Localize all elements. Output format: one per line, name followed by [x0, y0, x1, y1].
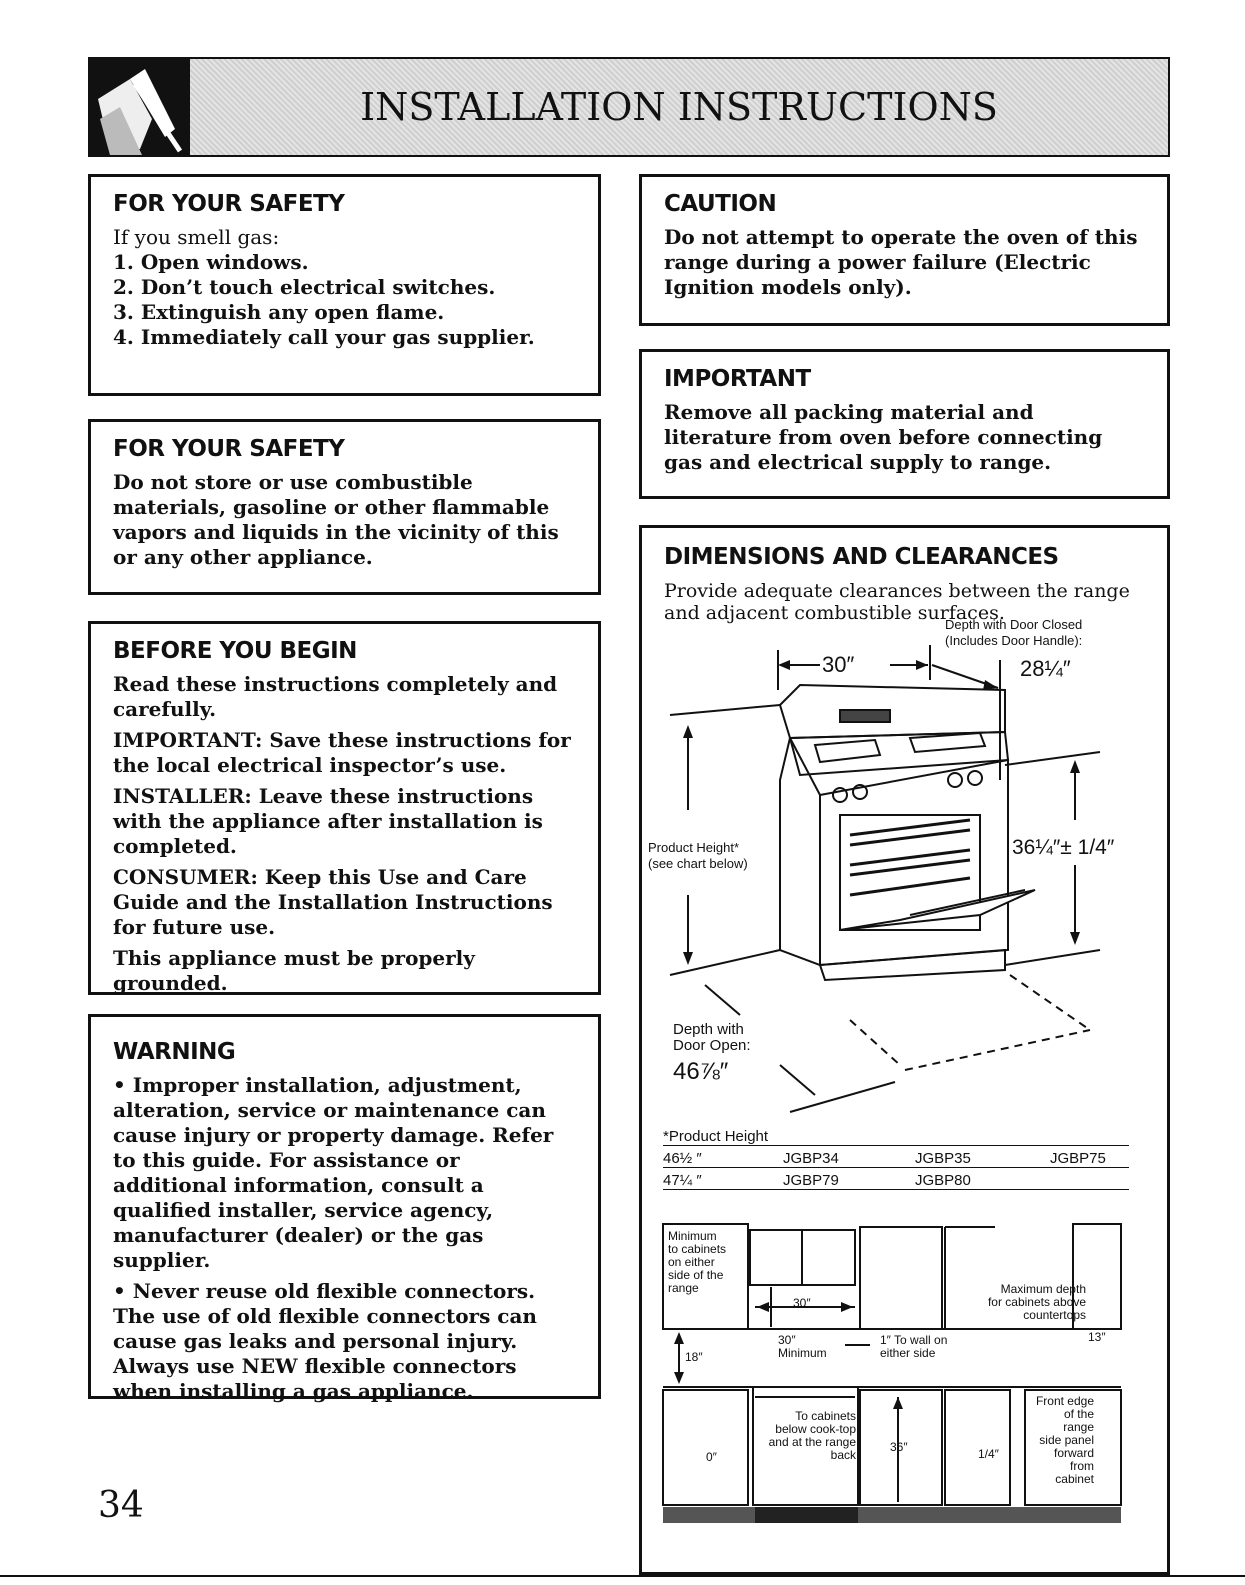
before-text: INSTALLER: Leave these instructions with the appliance after installation is completed. [113, 784, 543, 858]
dim-quarter-label: 1/4″ [978, 1447, 999, 1461]
safety-box-gas [88, 174, 601, 396]
min-30-label: 30″ Minimum [778, 1333, 827, 1360]
product-height-label: Product Height* (see chart below) [648, 840, 748, 871]
safety-step: 4. Immediately call your gas supplier. [113, 325, 535, 349]
depth-closed-label: Depth with Door Closed (Includes Door Handle): [945, 617, 1083, 648]
before-text: CONSUMER: Keep this Use and Care Guide and the Installation Instructions for future use. [113, 865, 553, 939]
important-heading: IMPORTANT [664, 366, 811, 392]
cabinet-clearance-diagram [655, 1222, 1130, 1562]
safety-heading: FOR YOUR SAFETY [113, 436, 345, 462]
safety-step: 1. Open windows. [113, 250, 309, 274]
caution-text: Do not attempt to operate the oven of this range during a power failure (Electric Ignition models only). [664, 225, 1138, 299]
table-row: 47¼ ″ JGBP79 JGBP80 [663, 1168, 1129, 1190]
important-box [639, 349, 1170, 499]
before-you-begin-box [88, 621, 601, 995]
counter-height-value: 36¼″± 1/4″ [1012, 836, 1115, 859]
page-title: INSTALLATION INSTRUCTIONS [360, 85, 998, 129]
page-number: 34 [98, 1485, 144, 1526]
safety-intro: If you smell gas: [113, 225, 280, 249]
table-title: *Product Height [663, 1125, 1129, 1146]
header-banner [88, 57, 1170, 157]
dim-36-label: 36″ [890, 1440, 908, 1454]
caution-box [639, 174, 1170, 326]
safety-text: Do not store or use combustible materials, gasoline or other flammable vapors and liquids in the vicinity of this or any other appliance. [113, 470, 559, 569]
before-text: IMPORTANT: Save these instructions for the local electrical inspector’s use. [113, 728, 571, 777]
min-cabinets-label: Minimum to cabinets on either side of the range [668, 1229, 727, 1295]
depth-open-value: 46⅞″ [673, 1058, 729, 1085]
before-text: This appliance must be properly grounded. [113, 946, 475, 995]
before-text: Read these instructions completely and carefully. [113, 672, 558, 721]
table-row: 46½ ″ JGBP34 JGBP35 JGBP75 [663, 1146, 1129, 1168]
dimensions-heading: DIMENSIONS AND CLEARANCES [664, 544, 1059, 570]
wall-clearance-label: 1″ To wall on either side [880, 1333, 948, 1360]
safety-box-flammables [88, 419, 601, 595]
caution-heading: CAUTION [664, 191, 777, 217]
safety-step: 2. Don’t touch electrical switches. [113, 275, 496, 299]
front-edge-label: Front edge of the range side panel forward from cabinet [1035, 1394, 1094, 1486]
safety-heading: FOR YOUR SAFETY [113, 191, 345, 217]
important-text: Remove all packing material and literature from oven before connecting gas and electrical supply to range. [664, 400, 1103, 474]
dimensions-intro: Provide adequate clearances between the range and adjacent combustible surfaces. [664, 580, 1130, 624]
warning-heading: WARNING [113, 1039, 236, 1065]
safety-step: 3. Extinguish any open flame. [113, 300, 445, 324]
dim-13-label: 13″ [1088, 1330, 1106, 1344]
width-value: 30″ [822, 652, 855, 677]
warning-box [88, 1014, 601, 1403]
depth-closed-value: 28¼″ [1020, 656, 1071, 681]
dim-18-label: 18″ [685, 1350, 703, 1364]
warning-text: • Improper installation, adjustment, alteration, service or maintenance can cause injury or property damage. Refer to this guide. For assistance or additional information, consult a qualified installer, service agency, manufacturer (dealer) or the gas supplier. [113, 1073, 554, 1272]
width-30-label: 30″ [793, 1296, 811, 1310]
warning-text: • Never reuse old flexible connectors. The use of old flexible connectors can cause gas leaks and personal injury. Always use NEW flexible connectors when installing a gas appliance. [113, 1279, 537, 1403]
product-height-table [663, 1125, 1129, 1190]
page-bottom-rule [0, 1575, 1245, 1577]
depth-open-label: Depth with Door Open: [673, 1021, 751, 1054]
below-cooktop-label: To cabinets below cook-top and at the range back [768, 1409, 856, 1462]
safety-steps [113, 250, 578, 350]
dim-0-label: 0″ [706, 1450, 717, 1464]
max-depth-label: Maximum depth for cabinets above countertops [987, 1282, 1086, 1322]
installer-hand-icon [90, 59, 190, 155]
before-heading: BEFORE YOU BEGIN [113, 638, 357, 664]
